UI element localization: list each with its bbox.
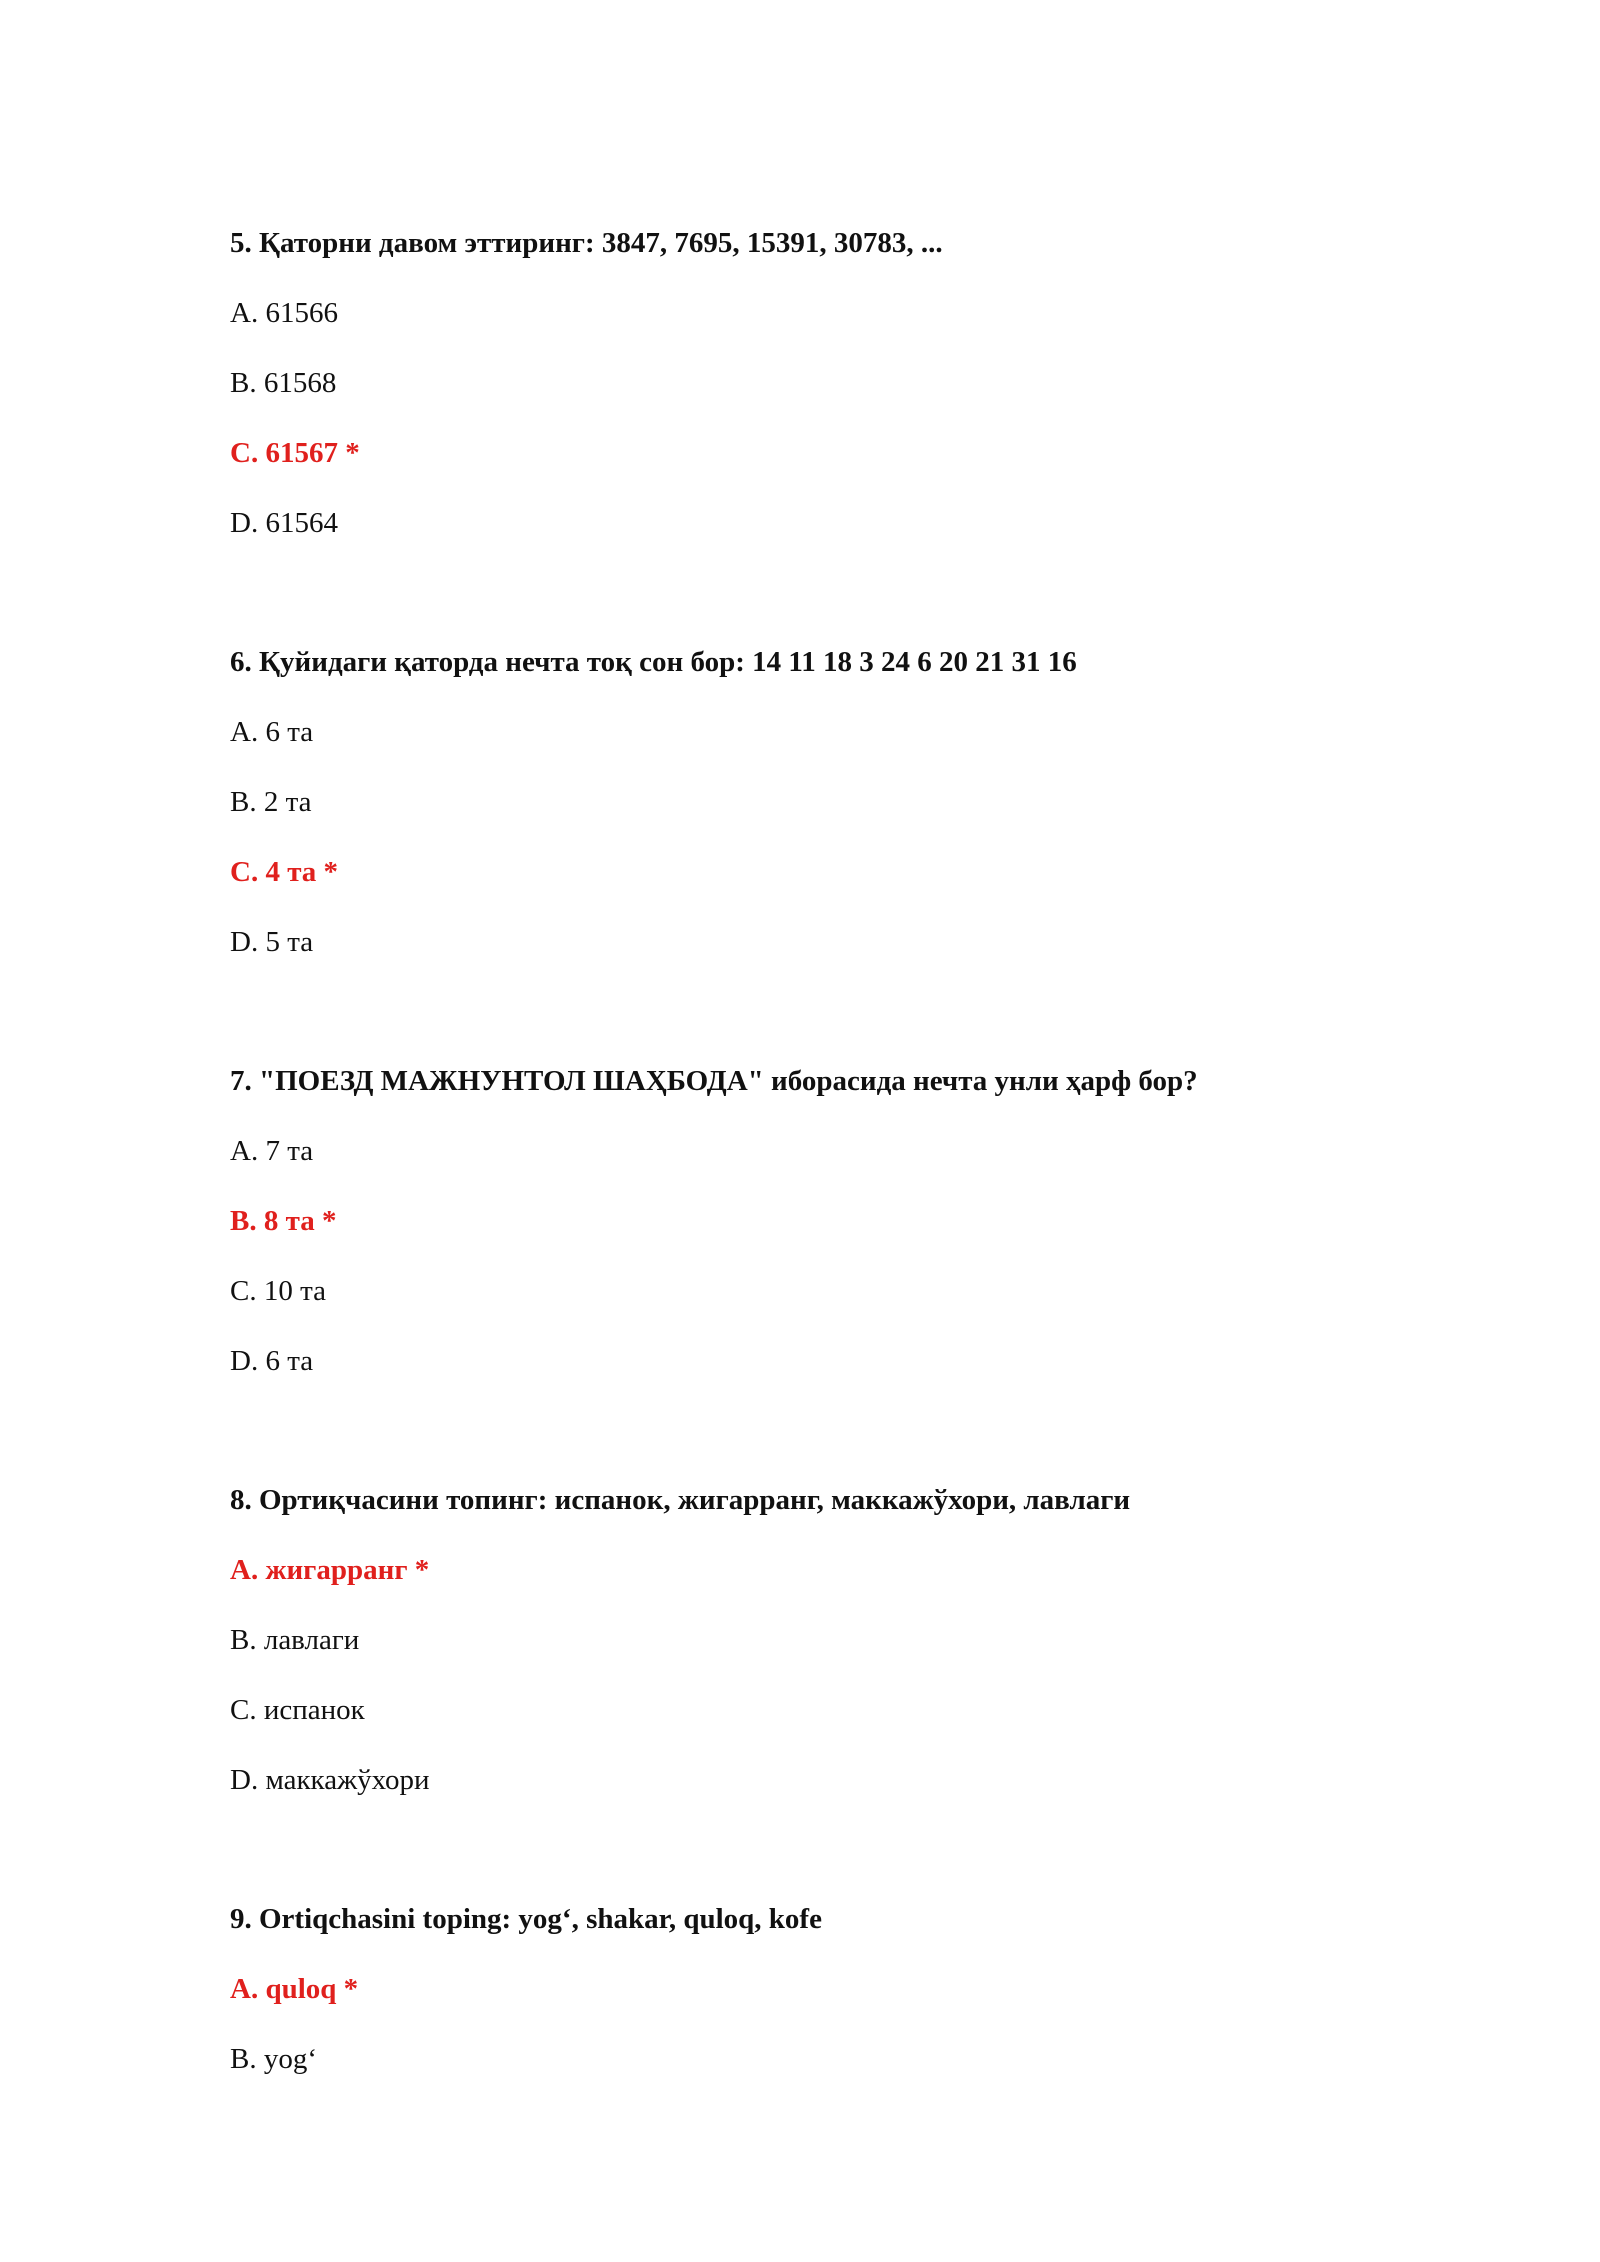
question-title: 7. "ПОЕЗД МАЖНУНТОЛ ШАҲБОДА" иборасида нечта унли ҳарф бор? xyxy=(230,1065,1198,1097)
option-d: D. 5 та xyxy=(230,926,314,958)
question-7 xyxy=(230,1063,1530,1379)
option-b: B. yog‘ xyxy=(230,2043,317,2075)
option-b: B. лавлаги xyxy=(230,1624,360,1656)
option-a: A. 7 та xyxy=(230,1135,314,1167)
option-b: B. 61568 xyxy=(230,367,337,399)
option-b-correct: B. 8 та * xyxy=(230,1205,337,1237)
question-9 xyxy=(230,1901,1530,2077)
option-d: D. 61564 xyxy=(230,507,338,539)
option-a-correct: A. жигарранг * xyxy=(230,1554,430,1586)
question-title: 8. Ортиқчасини топинг: испанок, жигарранг, маккажўхори, лавлаги xyxy=(230,1484,1131,1516)
option-d: D. маккажўхори xyxy=(230,1764,430,1796)
question-8 xyxy=(230,1482,1530,1798)
option-b: B. 2 та xyxy=(230,786,312,818)
question-title: 9. Ortiqchasini toping: yog‘, shakar, quloq, kofe xyxy=(230,1903,822,1935)
option-c: C. 10 та xyxy=(230,1275,326,1307)
option-c: C. испанок xyxy=(230,1694,365,1726)
question-title: 6. Қуйидаги қаторда нечта тоқ сон бор: 14 11 18 3 24 6 20 21 31 16 xyxy=(230,646,1077,678)
question-title: 5. Қаторни давом эттиринг: 3847, 7695, 15391, 30783, ... xyxy=(230,227,943,259)
option-a: A. 61566 xyxy=(230,297,338,329)
option-a: A. 6 та xyxy=(230,716,314,748)
option-c-correct: C. 61567 * xyxy=(230,437,360,469)
question-5 xyxy=(230,225,1530,541)
option-c-correct: C. 4 та * xyxy=(230,856,339,888)
question-6 xyxy=(230,644,1530,960)
option-d: D. 6 та xyxy=(230,1345,314,1377)
option-a-correct: A. quloq * xyxy=(230,1973,359,2005)
